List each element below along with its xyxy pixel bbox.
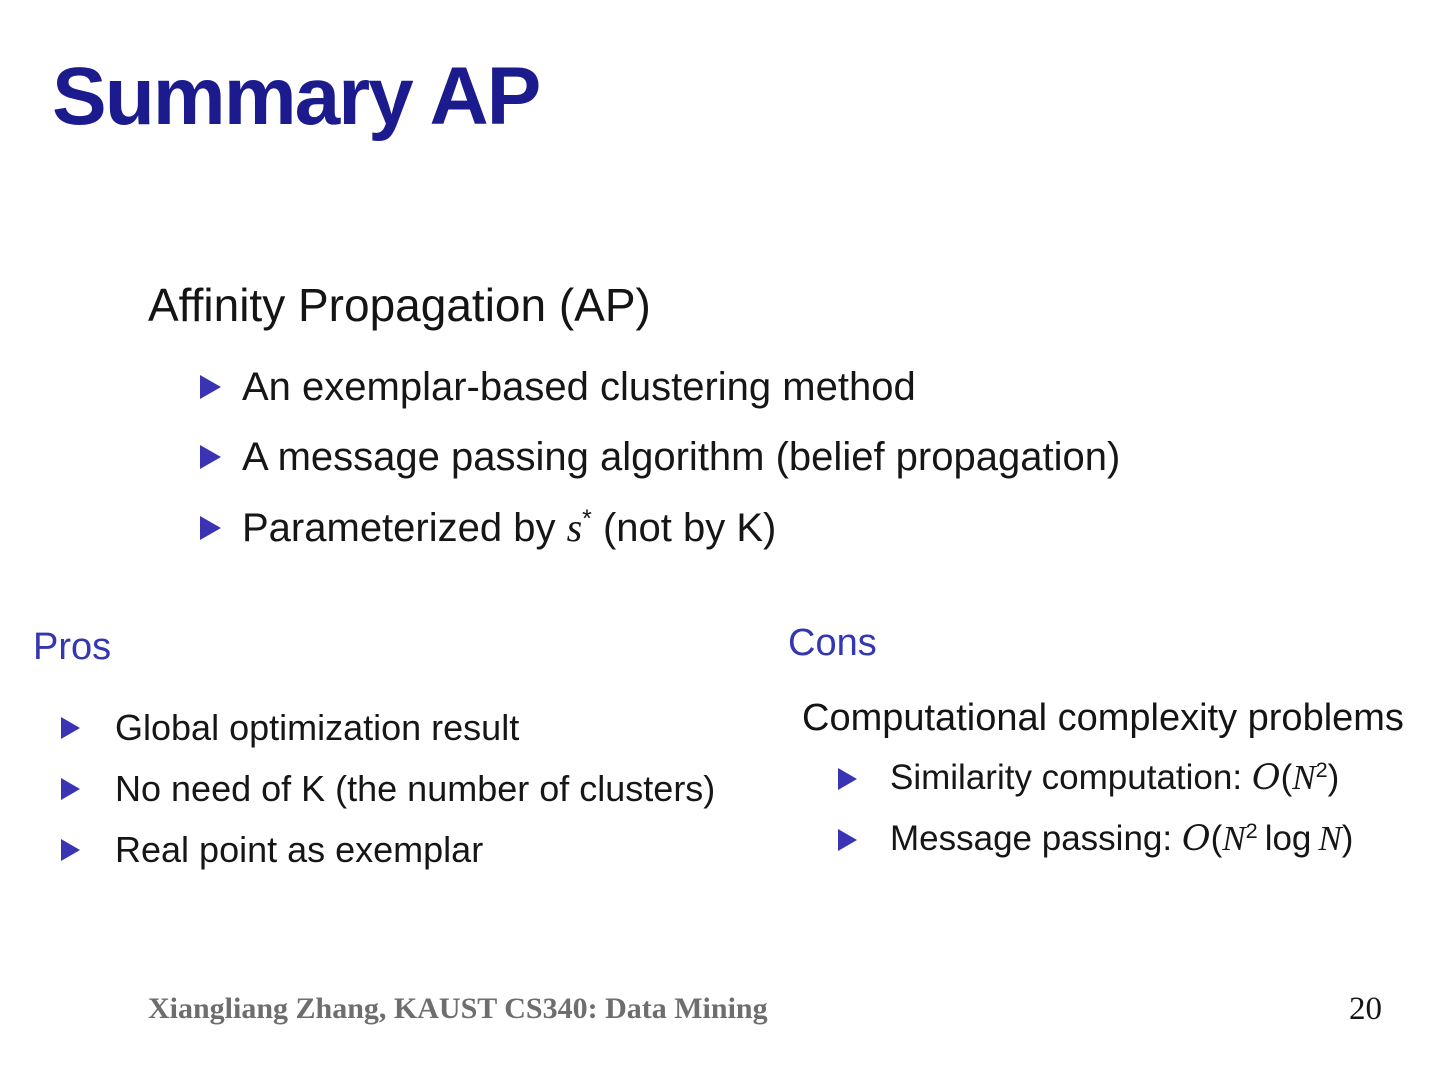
bullet-text (890, 758, 1339, 797)
math-big-o: O (1181, 818, 1211, 859)
math-var-n: N (1222, 818, 1246, 858)
bullet-text: An exemplar-based clustering method (242, 365, 916, 409)
list-item (838, 817, 1438, 859)
cons-subheading: Computational complexity problems (802, 697, 1404, 739)
cons-heading: Cons (788, 622, 877, 664)
ap-section (148, 278, 1328, 577)
math-log-operator: log (1264, 818, 1312, 858)
math-var-n: N (1318, 818, 1342, 858)
slide-title: Summary AP (52, 51, 540, 142)
bullet-triangle-icon (200, 445, 221, 469)
bullet-triangle-icon (61, 778, 80, 800)
bullet-text (242, 506, 776, 550)
list-item (200, 504, 1328, 550)
math-paren-close: ) (1327, 758, 1340, 797)
list-item (61, 828, 773, 870)
pros-bullet-list (33, 709, 773, 868)
list-item (200, 436, 1328, 478)
list-item (200, 366, 1328, 408)
bullet-triangle-icon (61, 717, 80, 739)
list-item (838, 757, 1438, 798)
math-superscript-2: 2 (1245, 817, 1258, 843)
math-paren-close: ) (1341, 818, 1354, 858)
bullet-text: No need of K (the number of clusters) (115, 767, 716, 809)
bullet-text (890, 819, 1353, 858)
page-number: 20 (1349, 991, 1382, 1027)
math-var-n: N (1292, 758, 1316, 797)
math-superscript-star: * (582, 506, 592, 534)
pros-section (33, 626, 773, 891)
list-item (61, 767, 773, 809)
pros-heading: Pros (33, 626, 112, 668)
bullet-triangle-icon (838, 829, 857, 851)
bullet-triangle-icon (200, 375, 221, 399)
footer-credit: Xiangliang Zhang, KAUST CS340: Data Mining (148, 992, 768, 1025)
math-superscript-2: 2 (1315, 757, 1328, 783)
bullet-text: A message passing algorithm (belief propagation) (242, 435, 1121, 480)
bullet-text-pre: Parameterized by (242, 505, 567, 550)
bullet-label: Message passing: (890, 818, 1173, 858)
bullet-triangle-icon (200, 516, 221, 540)
bullet-text-post: (not by K) (591, 505, 777, 550)
list-item (61, 709, 773, 747)
bullet-label: Similarity computation: (890, 758, 1243, 797)
cons-bullet-list (788, 757, 1438, 859)
ap-bullet-list (148, 366, 1328, 549)
bullet-text: Real point as exemplar (115, 828, 484, 870)
math-paren-open: ( (1280, 758, 1293, 797)
bullet-triangle-icon (838, 768, 857, 790)
complexity-formula (1252, 758, 1339, 797)
ap-heading: Affinity Propagation (AP) (148, 279, 651, 331)
math-paren-open: ( (1210, 818, 1223, 858)
bullet-text: Global optimization result (115, 707, 520, 748)
math-big-o: O (1251, 758, 1281, 798)
bullet-triangle-icon (61, 839, 80, 861)
cons-section (788, 622, 1438, 882)
complexity-formula (1182, 819, 1354, 858)
math-var-s: s (566, 504, 583, 550)
